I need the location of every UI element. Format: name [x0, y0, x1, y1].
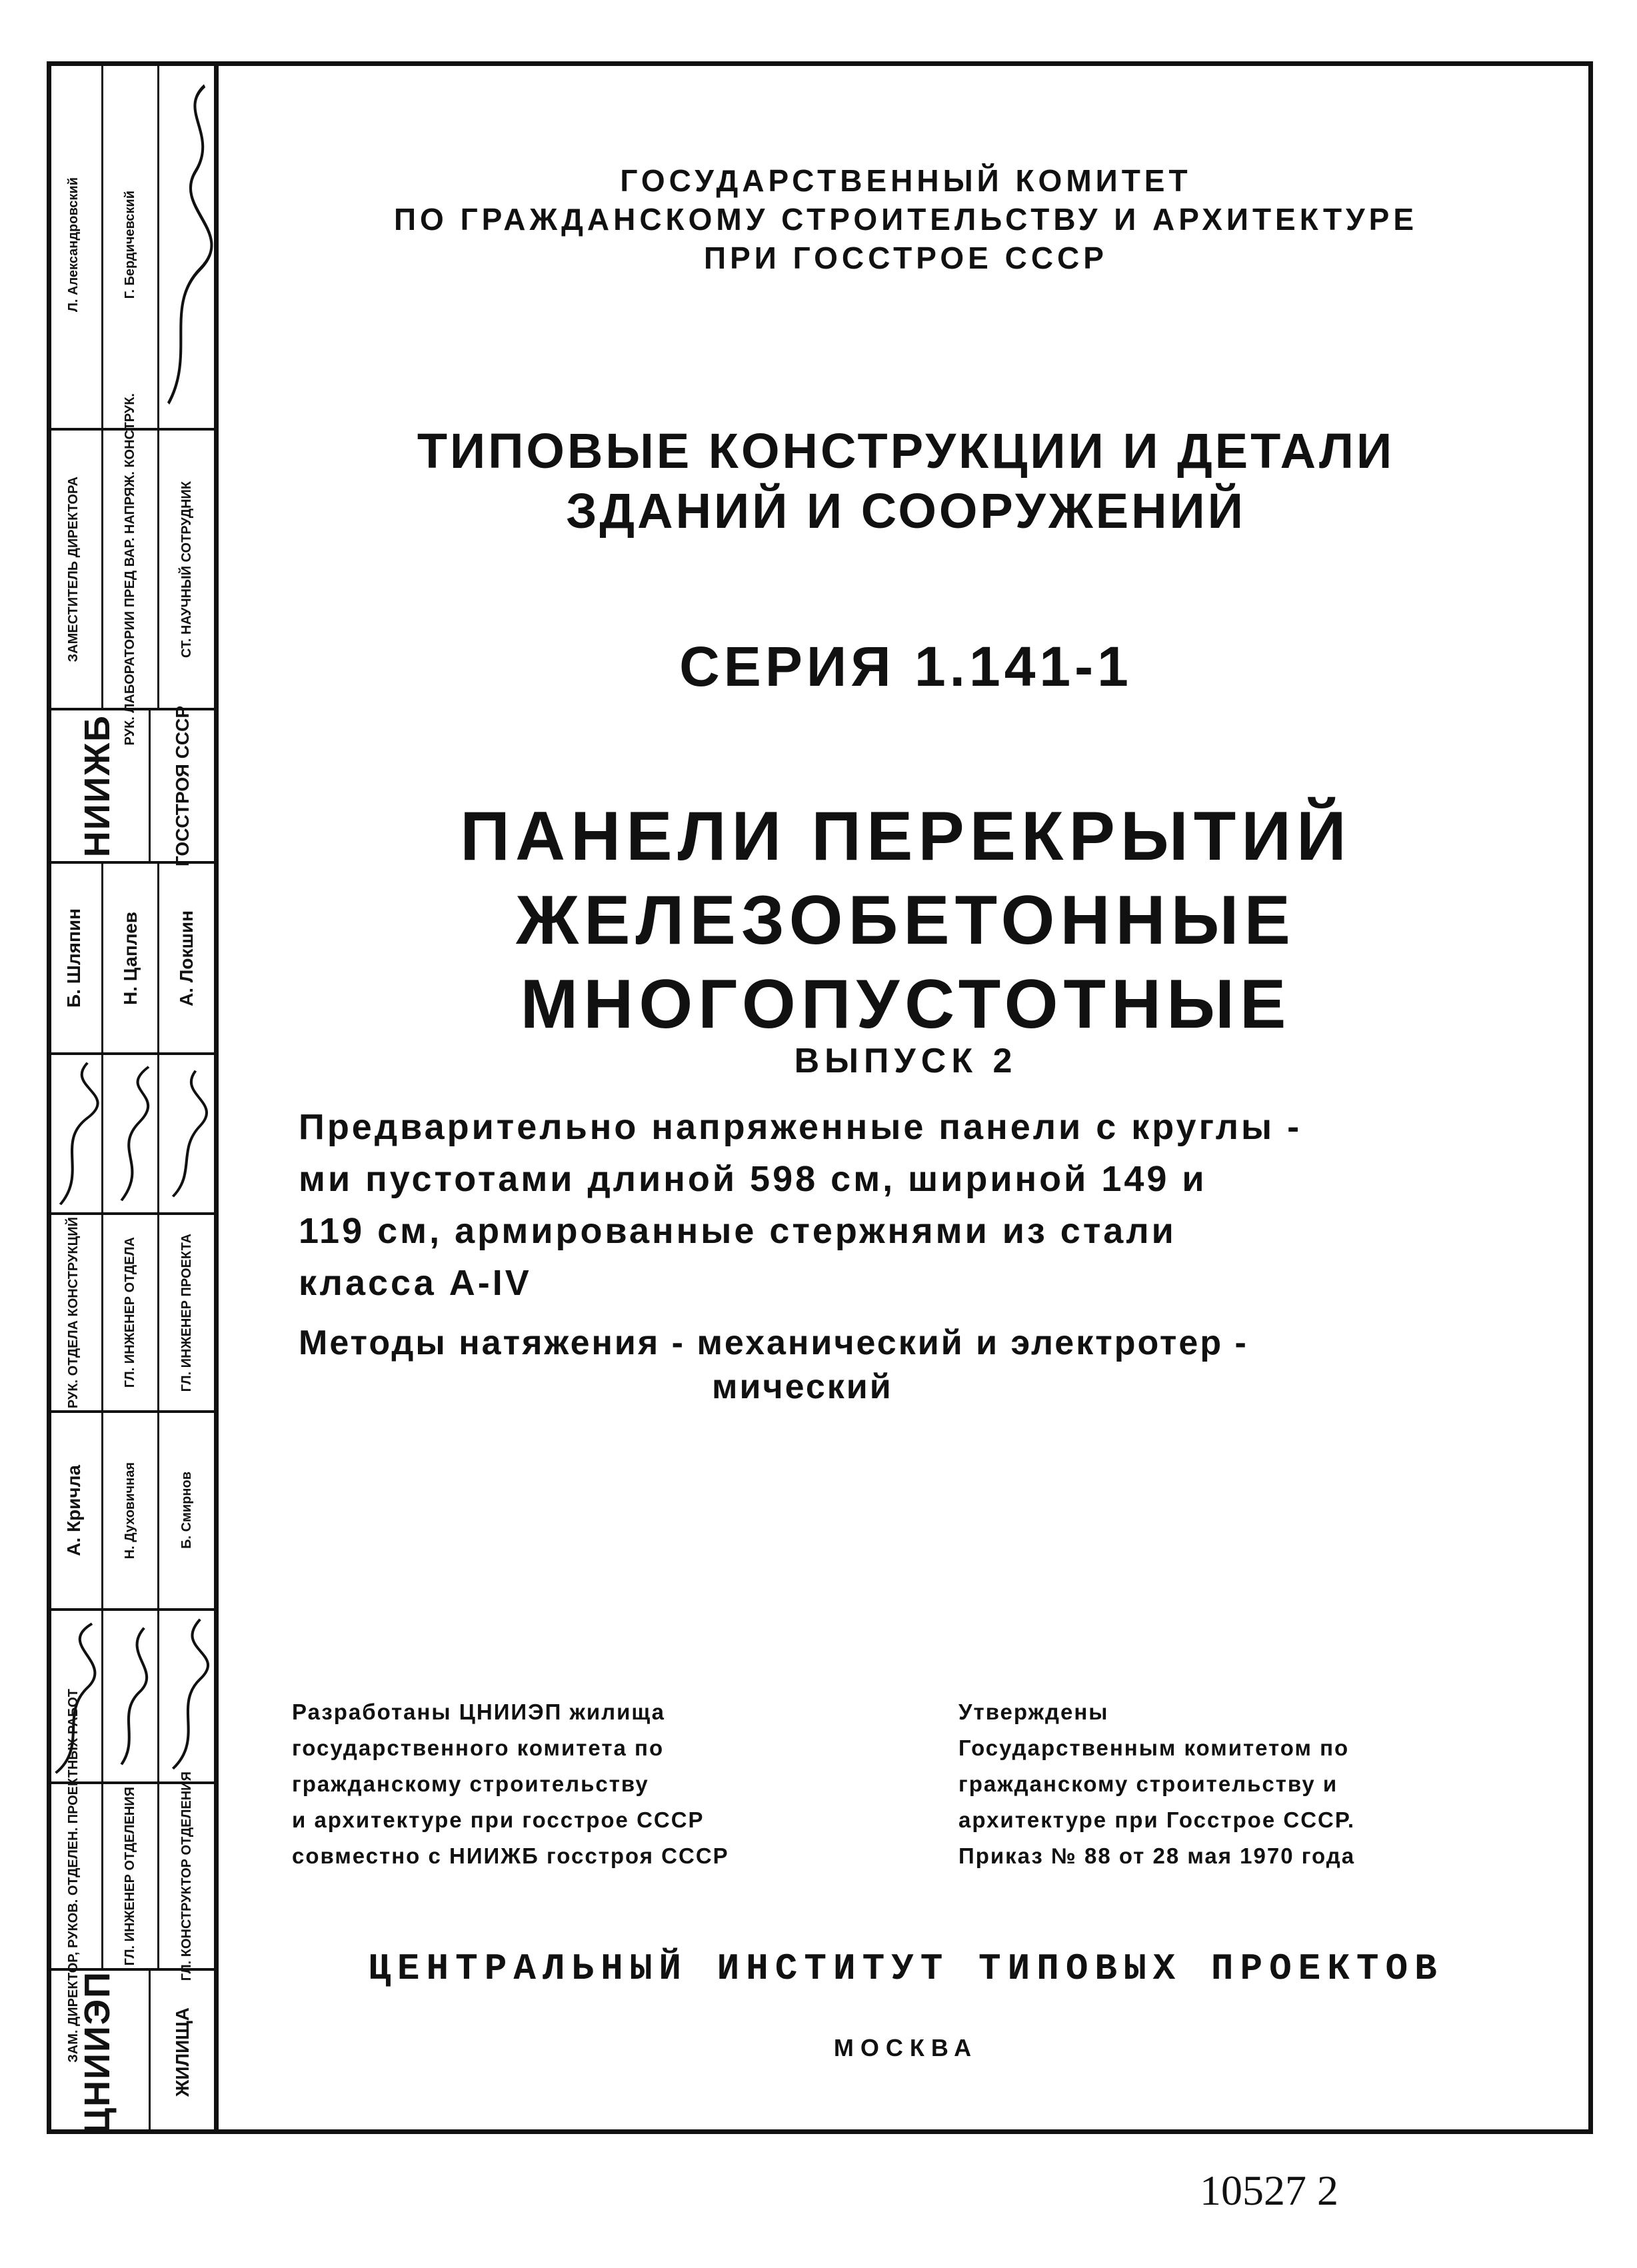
stamp-name: А. Локшин	[176, 910, 197, 1006]
description-line: класса А-IV	[299, 1263, 532, 1303]
tension-methods	[299, 1321, 1565, 1409]
publisher-city: МОСКВА	[833, 2034, 978, 2061]
stamp-position: СТ. НАУЧНЫЙ СОТРУДНИК	[179, 481, 194, 658]
stamp-org-sub: ЖИЛИЩА	[171, 2007, 193, 2097]
methods-line: мический	[712, 1368, 893, 1406]
developed-line: и архитектуре при госстрое СССР	[292, 1807, 705, 1832]
approved-line: Утверждены	[958, 1700, 1109, 1724]
series-number: СЕРИЯ 1.141-1	[679, 635, 1132, 698]
committee-line: ГОСУДАРСТВЕННЫЙ КОМИТЕТ	[620, 163, 1192, 198]
description-line: 119 см, армированные стержнями из стали	[299, 1211, 1176, 1251]
stamp-signatures-top	[47, 61, 214, 431]
methods-line: Методы натяжения - механический и электротер -	[299, 1324, 1248, 1362]
committee-line: ПРИ ГОССТРОЕ СССР	[704, 241, 1108, 275]
stamp-segment-names	[47, 864, 214, 1055]
product-title	[219, 794, 1593, 1046]
stamp-position: ЗАМЕСТИТЕЛЬ ДИРЕКТОРА	[66, 476, 81, 662]
developed-line: совместно с НИИЖБ госстроя СССР	[292, 1843, 729, 1868]
publisher-institute: ЦЕНТРАЛЬНЫЙ ИНСТИТУТ ТИПОВЫХ ПРОЕКТОВ	[368, 1947, 1444, 1990]
signature-image	[103, 1611, 160, 1781]
stamp-name: Б. Смирнов	[179, 1472, 194, 1550]
stamp-org-name: НИИЖБ	[77, 714, 117, 858]
committee-header	[219, 161, 1593, 277]
stamp-position: РУК. ЛАБОРАТОРИИ ПРЕД ВАР. НАПРЯЖ. КОНСТРУК.	[123, 393, 137, 746]
stamp-org-name: ЦНИИЭП	[77, 1970, 117, 2134]
product-title-line: ЖЕЛЕЗОБЕТОННЫЕ МНОГОПУСТОТНЫЕ	[516, 882, 1296, 1043]
stamp-position: ГЛ. ИНЖЕНЕР ОТДЕЛЕНИЯ	[123, 1786, 137, 1965]
title-page-content	[219, 61, 1593, 2134]
issue-number: ВЫПУСК 2	[794, 1042, 1018, 1080]
signature-image	[47, 1055, 103, 1212]
developed-line: гражданскому строительству	[292, 1771, 649, 1796]
developed-by-block	[292, 1694, 892, 1874]
stamp-position: ГЛ. ИНЖЕНЕР ПРОЕКТА	[179, 1233, 194, 1392]
stamp-name: Г. Бердичевский	[123, 190, 137, 299]
stamp-org-sub: ГОССТРОЯ СССР	[171, 705, 193, 866]
developed-line: Разработаны ЦНИИЭП жилища	[292, 1700, 666, 1724]
product-title-line: ПАНЕЛИ ПЕРЕКРЫТИЙ	[460, 798, 1352, 875]
approved-by-block	[958, 1694, 1572, 1874]
heading-line: ТИПОВЫЕ КОНСТРУКЦИИ И ДЕТАЛИ	[417, 423, 1395, 479]
handwritten-archive-number: 10527 2	[1200, 2167, 1338, 2214]
signature-image	[159, 61, 214, 428]
stamp-name: Н. Духовичная	[123, 1462, 137, 1559]
issue-description	[299, 1101, 1565, 1309]
approved-line: Приказ № 88 от 28 мая 1970 года	[958, 1843, 1356, 1868]
signature-image	[103, 1055, 160, 1212]
developed-line: государственного комитета по	[292, 1735, 665, 1760]
signature-image	[159, 1055, 214, 1212]
approved-line: Государственным комитетом по	[958, 1735, 1350, 1760]
stamp-position: ГЛ. КОНСТРУКТОР ОТДЕЛЕНИЯ	[179, 1771, 194, 1981]
stamp-position: ЗАМ. ДИРЕКТОР, РУКОВ. ОТДЕЛЕН. ПРОЕКТНЫХ РАБОТ	[66, 1689, 81, 2063]
stamp-position: ГЛ. ИНЖЕНЕР ОТДЕЛА	[123, 1237, 137, 1388]
stamp-signatures-mid	[47, 1055, 214, 1215]
stamp-name: А. Кричла	[63, 1464, 85, 1556]
collection-heading	[219, 421, 1593, 541]
approved-line: архитектуре при Госстрое СССР.	[958, 1807, 1356, 1832]
title-block-stamp	[47, 61, 219, 2134]
committee-line: ПО ГРАЖДАНСКОМУ СТРОИТЕЛЬСТВУ И АРХИТЕКТУРЕ	[393, 202, 1418, 237]
description-line: Предварительно напряженные панели с круглы -	[299, 1107, 1302, 1147]
stamp-name: Б. Шляпин	[63, 908, 85, 1008]
description-line: ми пустотами длиной 598 см, шириной 149 и	[299, 1159, 1207, 1199]
stamp-segment-names-2	[47, 1413, 214, 1611]
heading-line: ЗДАНИЙ И СООРУЖЕНИЙ	[566, 483, 1246, 539]
stamp-position: РУК. ОТДЕЛА КОНСТРУКЦИЙ	[66, 1216, 81, 1409]
stamp-segment-positions-2	[47, 1215, 214, 1413]
stamp-name: Н. Цаплев	[119, 911, 141, 1005]
stamp-name: Л. Александровский	[66, 177, 81, 313]
stamp-segment-positions	[47, 393, 214, 746]
signature-image	[159, 1611, 214, 1781]
approved-line: гражданскому строительству и	[958, 1771, 1338, 1796]
